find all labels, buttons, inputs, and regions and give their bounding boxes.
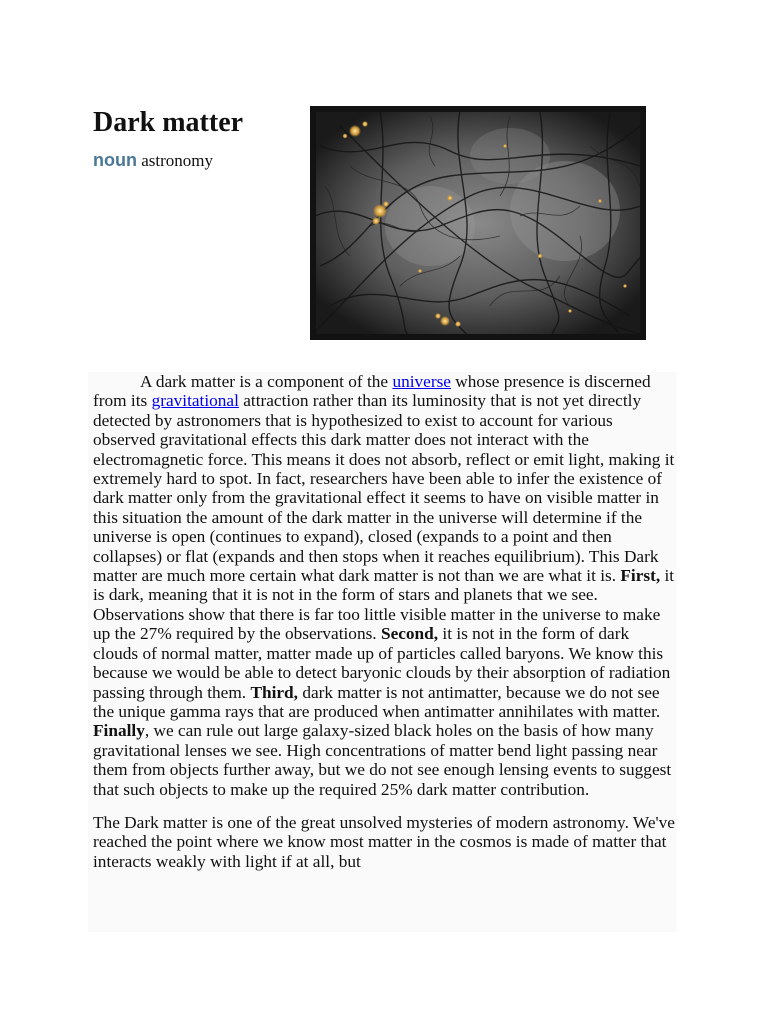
article-body	[88, 372, 677, 932]
entry-subtitle	[93, 149, 213, 172]
paragraph-second: The Dark matter is one of the great unsolved mysteries of modern astronomy. We've reached the point where we know most matter in the cosmos is made of matter that interacts weakly with light if at all, but	[93, 812, 675, 871]
text-run: it is not in the form of dark clouds of normal matter, matter made up of particles called baryons. We know this because we would be able to detect baryonic clouds by their absorption of radiation passing through them.	[93, 624, 671, 702]
cosmic-web-image	[310, 106, 646, 340]
text-run: dark matter is not antimatter, because we do not see the unique gamma rays that are produced when antimatter annihilates with matter.	[93, 682, 661, 721]
text-run: it is dark, meaning that it is not in the form of stars and planets that we see. Observations show that there is far too little visible matter in the universe to make up the 27% required by the observations.	[93, 566, 675, 644]
bold-finally: Finally	[93, 721, 145, 741]
text-run: attraction rather than its luminosity that is not yet directly detected by astronomers that is hypothesized to exist to account for various observed gravitational effects this dark matter does not interact with the electromagnetic force. This means it does not absorb, reflect or emit light, making it extremely hard to spot. In fact, researchers have been able to infer the existence of dark matter only from the gravitational effect it seems to have on visible matter in this situation the amount of the dark matter in the universe will determine if the universe is open (continues to expand), closed (expands to a point and then collapses) or flat (expands and then stops when it reaches equilibrium). This Dark matter are much more certain what dark matter is not than we are what it is.	[93, 391, 675, 586]
text-run: A dark matter is a component of the	[140, 372, 393, 391]
link-gravitational[interactable]: gravitational	[151, 391, 239, 411]
link-universe[interactable]: universe	[392, 372, 451, 391]
cosmic-web-illustration	[310, 106, 646, 340]
field-label: astronomy	[141, 151, 214, 170]
entry-title: Dark matter	[93, 107, 244, 138]
paragraph-main	[93, 372, 677, 799]
part-of-speech: noun	[93, 150, 137, 170]
text-run: , we can rule out large galaxy-sized black holes on the basis of how many gravitational lenses we see. High concentrations of matter bend light passing near them from objects further away, but we do not see enough lensing events to suggest that such objects to make up the required 25% dark matter contribution.	[93, 721, 672, 799]
text-run: whose presence is discerned from its	[93, 372, 651, 411]
bold-first: First,	[620, 566, 661, 586]
bold-second: Second,	[380, 624, 439, 644]
bold-third: Third,	[250, 682, 298, 702]
